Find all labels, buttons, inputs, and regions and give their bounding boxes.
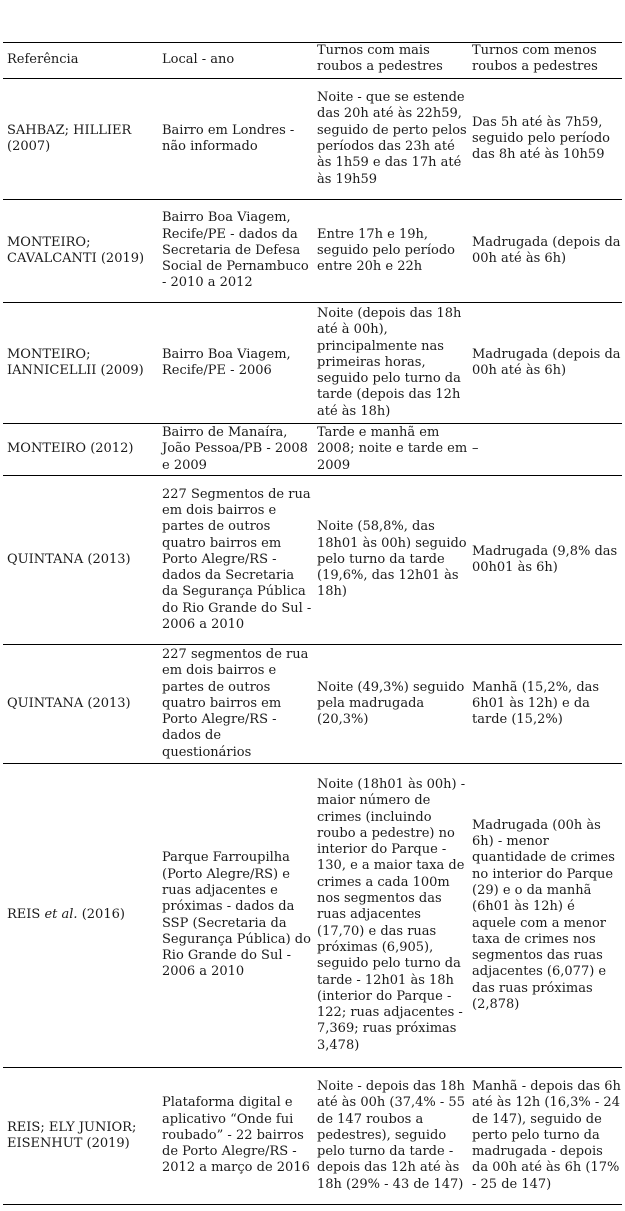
reference-etal: et al.: [44, 907, 78, 923]
table-row: [3, 764, 622, 1068]
cell-fewest: Madrugada (9,8% das 00h01 às 6h): [472, 543, 618, 575]
cell-most: Noite - depois das 18h até às 00h (37,4% - 55 de 147 roubos a pedestres), seguido pelo turno da tarde - depois das 12h até às 18h (29% - 43 de 147): [317, 1078, 465, 1192]
table-row: [3, 303, 622, 424]
cell-reference: MONTEIRO; CAVALCANTI (2019): [7, 234, 145, 266]
cell-location: Bairro Boa Viagem, Recife/PE - dados da Secretaria de Defesa Social de Pernambuco - 2010 a 2012: [162, 210, 309, 291]
reference-year: (2016): [81, 907, 125, 923]
cell-most: Noite (18h01 às 00h) - maior número de crimes (incluindo roubo a pedestre) no interior do Parque - 130, e a maior taxa de crimes a cada 100m nos segmentos das ruas adjacentes (17,70) e das ruas próximas (6,905), seguido pelo turno da tarde - 12h01 às 18h (interior do Parque - 122; ruas adjacentes - 7,369; ruas próximas 3,478): [317, 776, 466, 1053]
cell-fewest: Madrugada (depois da 00h até às 6h): [472, 234, 621, 266]
cell-fewest: Das 5h até às 7h59, seguido pelo período das 8h até às 10h59: [472, 114, 610, 163]
cell-reference: [3, 764, 158, 1068]
header-most-robberies: Turnos com mais roubos a pedestres: [317, 43, 443, 75]
table-row: [3, 200, 622, 303]
cell-reference: MONTEIRO (2012): [7, 441, 134, 457]
cell-reference: REIS; ELY JUNIOR; EISENHUT (2019): [7, 1119, 137, 1151]
cell-reference: QUINTANA (2013): [7, 551, 131, 567]
cell-location: Bairro Boa Viagem, Recife/PE - 2006: [162, 346, 291, 378]
cell-fewest: Manhã (15,2%, das 6h01 às 12h) e da tarde (15,2%): [472, 679, 600, 728]
table-header-row: [3, 43, 622, 79]
cell-most: Noite (depois das 18h até à 00h), principalmente nas primeiras horas, seguido pelo turno da tarde (depois das 12h até às 18h): [317, 305, 462, 419]
cell-fewest: Manhã - depois das 6h até às 12h (16,3% - 24 de 147), seguido de perto pelo turno da madrugada - depois da 00h até às 6h (17% - 25 de 147): [472, 1078, 621, 1192]
table-row: [3, 476, 622, 645]
table-row: [3, 1068, 622, 1205]
cell-location: Plataforma digital e aplicativo “Onde fui roubado” - 22 bairros de Porto Alegre/RS - 2012 a março de 2016: [162, 1095, 310, 1176]
cell-reference: MONTEIRO; IANNICELLII (2009): [7, 346, 144, 378]
crime-shift-table: [3, 42, 622, 1205]
cell-most: Entre 17h e 19h, seguido pelo período entre 20h e 22h: [317, 226, 455, 275]
cell-location: Parque Farroupilha (Porto Alegre/RS) e ruas adjacentes e próximas - dados da SSP (Secretaria da Segurança Pública) do Rio Grande do Sul - 2006 a 2010: [162, 850, 311, 980]
cell-location: Bairro em Londres - não informado: [162, 122, 295, 154]
cell-reference: SAHBAZ; HILLIER (2007): [7, 122, 132, 154]
header-location-year: Local - ano: [162, 52, 235, 68]
header-reference: Referência: [7, 52, 79, 68]
cell-fewest: –: [472, 441, 479, 457]
cell-most: Tarde e manhã em 2008; noite e tarde em 2009: [317, 425, 468, 473]
header-fewest-robberies: Turnos com menos roubos a pedestres: [472, 43, 598, 75]
cell-fewest: Madrugada (00h às 6h) - menor quantidade de crimes no interior do Parque (29) e o da manhã (6h01 às 12h) é aquele com a menor taxa de crimes nos segmentos das ruas adjacentes (6,077) e das ruas próximas (2,878): [472, 817, 615, 1012]
cell-most: Noite (58,8%, das 18h01 às 00h) seguido pelo turno da tarde (19,6%, das 12h01 às 18h): [317, 519, 467, 600]
cell-most: Noite - que se estende das 20h até às 22h59, seguido de perto pelos períodos das 23h até às 1h59 e das 17h até às 19h59: [317, 90, 467, 187]
table-row: [3, 645, 622, 764]
cell-fewest: Madrugada (depois da 00h até às 6h): [472, 346, 621, 378]
cell-location: Bairro de Manaíra, João Pessoa/PB - 2008 e 2009: [162, 425, 308, 473]
cell-reference: QUINTANA (2013): [7, 695, 131, 711]
cell-location: 227 segmentos de rua em dois bairros e partes de outros quatro bairros em Porto Alegre/RS - dados de questionários: [162, 646, 309, 760]
table-row: [3, 79, 622, 200]
table-row: [3, 424, 622, 476]
cell-most: Noite (49,3%) seguido pela madrugada (20,3%): [317, 679, 465, 728]
cell-location: 227 Segmentos de rua em dois bairros e partes de outros quatro bairros em Porto Alegre/RS - dados da Secretaria da Segurança Pública do Rio Grande do Sul - 2006 a 2010: [162, 486, 312, 633]
reference-author: REIS: [7, 907, 41, 923]
